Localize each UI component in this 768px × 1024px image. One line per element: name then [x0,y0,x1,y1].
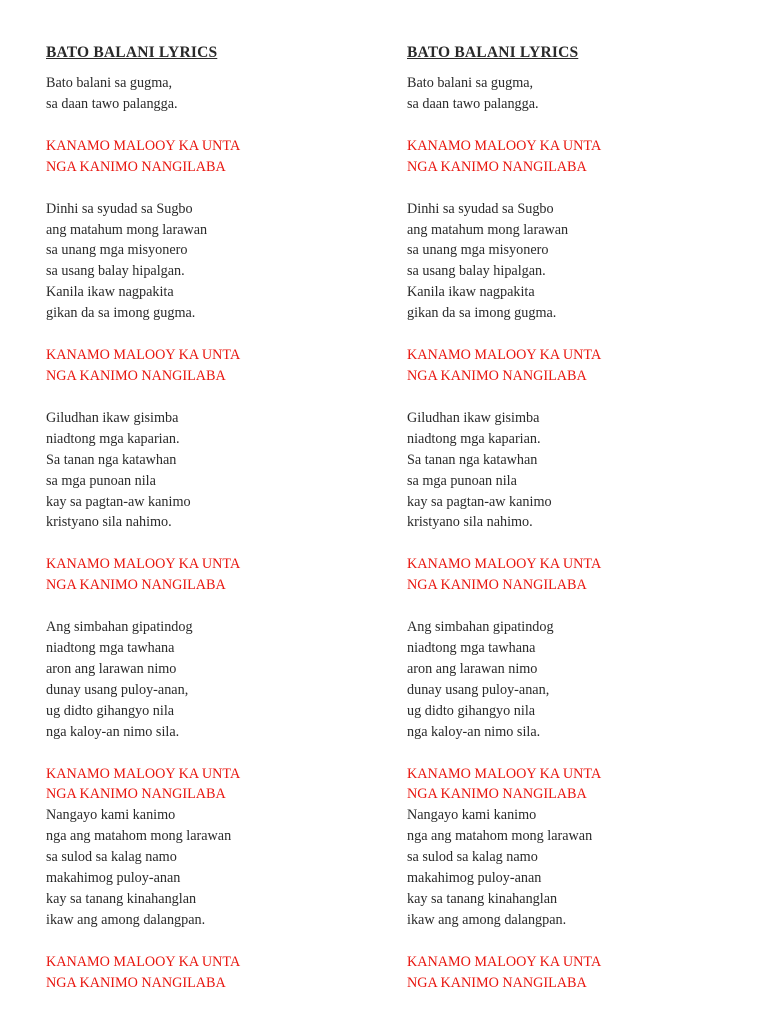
verse-line: nga ang matahom mong larawan [407,828,593,845]
verse-line: Giludhan ikaw gisimba [407,409,540,426]
verse-line: Kanila ikaw nagpakita [46,284,174,301]
refrain-line: NGA KANIMO NANGILABA [46,367,226,384]
verse-line: Sa tanan nga katawhan [407,451,538,468]
verse-line: niadtong mga kaparian. [46,430,180,447]
verse-stanza [407,408,747,533]
verse-line: niadtong mga tawhana [46,640,175,657]
refrain-line: KANAMO MALOOY KA UNTA [46,347,241,364]
verse-line: Sa tanan nga katawhan [46,451,177,468]
verse-line: Giludhan ikaw gisimba [46,409,179,426]
verse-line: Bato balani sa gugma, [407,75,534,91]
refrain-line: KANAMO MALOOY KA UNTA [407,137,602,154]
refrain-line: NGA KANIMO NANGILABA [407,158,587,175]
verse-line: nga kaloy-an nimo sila. [46,723,180,740]
lyrics-column-right [407,42,747,1015]
refrain-line: NGA KANIMO NANGILABA [46,577,226,594]
verse-line: makahimog puloy-anan [407,870,542,887]
verse-line: Ang simbahan gipatindog [407,619,554,636]
verse-line: kristyano sila nahimo. [46,514,172,531]
verse-line: niadtong mga kaparian. [407,430,541,447]
verse-line: sa unang mga misyonero [46,242,188,259]
refrain-line: KANAMO MALOOY KA UNTA [46,137,241,154]
lyrics-title: BATO BALANI LYRICS [407,44,579,61]
verse-line: ug didto gihangyo nila [46,702,175,719]
verse-line: dunay usang puloy-anan, [407,681,550,698]
verse-stanza [46,805,386,930]
verse-line: dunay usang puloy-anan, [46,681,189,698]
verse-line: ikaw ang among dalangpan. [407,911,567,928]
verse-stanza [407,805,747,930]
refrain-stanza [46,554,386,596]
refrain-line: KANAMO MALOOY KA UNTA [46,556,241,573]
verse-line: Dinhi sa syudad sa Sugbo [46,200,193,217]
verse-stanza [407,617,747,742]
verse-line: Kanila ikaw nagpakita [407,284,535,301]
verse-line: ang matahum mong larawan [46,221,208,238]
refrain-stanza [407,764,747,806]
verse-line: sa sulod sa kalag namo [407,849,538,866]
refrain-line: KANAMO MALOOY KA UNTA [407,953,602,970]
verse-line: aron ang larawan nimo [407,660,538,677]
refrain-line: NGA KANIMO NANGILABA [407,786,587,803]
refrain-line: NGA KANIMO NANGILABA [407,577,587,594]
refrain-line: KANAMO MALOOY KA UNTA [407,556,602,573]
verse-line: sa mga punoan nila [46,472,156,489]
verse-line: ang matahum mong larawan [407,221,569,238]
verse-line: kay sa tanang kinahanglan [46,891,197,907]
lyrics-title: BATO BALANI LYRICS [46,44,218,61]
verse-stanza [46,73,386,115]
verse-stanza [46,199,386,324]
refrain-line: KANAMO MALOOY KA UNTA [46,953,241,970]
refrain-line: KANAMO MALOOY KA UNTA [407,765,602,782]
refrain-stanza [407,554,747,596]
verse-line: ug didto gihangyo nila [407,702,536,719]
verse-line: sa daan tawo palangga. [407,95,539,112]
verse-line: gikan da sa imong gugma. [46,305,196,322]
refrain-line: NGA KANIMO NANGILABA [46,974,226,991]
verse-stanza [407,73,747,115]
refrain-line: NGA KANIMO NANGILABA [46,786,226,803]
verse-line: Nangayo kami kanimo [46,807,176,824]
verse-line: Dinhi sa syudad sa Sugbo [407,200,554,217]
verse-line: Bato balani sa gugma, [46,75,173,91]
verse-line: gikan da sa imong gugma. [407,305,557,322]
verse-line: kay sa pagtan-aw kanimo [46,493,191,510]
verse-line: aron ang larawan nimo [46,660,177,677]
verse-stanza [46,617,386,742]
verse-line: Nangayo kami kanimo [407,807,537,824]
verse-line: sa daan tawo palangga. [46,95,178,112]
refrain-stanza [407,345,747,387]
verse-stanza [46,408,386,533]
verse-line: sa usang balay hipalgan. [407,263,546,280]
refrain-stanza [46,136,386,178]
refrain-stanza [46,345,386,387]
verse-line: kay sa pagtan-aw kanimo [407,493,552,510]
refrain-line: NGA KANIMO NANGILABA [407,367,587,384]
lyrics-body [407,73,747,994]
refrain-stanza [407,952,747,994]
verse-line: ikaw ang among dalangpan. [46,911,206,928]
verse-line: makahimog puloy-anan [46,870,181,887]
refrain-line: NGA KANIMO NANGILABA [46,158,226,175]
verse-line: sa unang mga misyonero [407,242,549,259]
lyrics-column-left [46,42,386,1015]
verse-stanza [407,199,747,324]
verse-line: nga kaloy-an nimo sila. [407,723,541,740]
verse-line: sa mga punoan nila [407,472,517,489]
verse-line: niadtong mga tawhana [407,640,536,657]
verse-line: kristyano sila nahimo. [407,514,533,531]
verse-line: kay sa tanang kinahanglan [407,891,558,907]
lyrics-body [46,73,386,994]
refrain-stanza [46,952,386,994]
refrain-stanza [407,136,747,178]
refrain-line: NGA KANIMO NANGILABA [407,974,587,991]
verse-line: sa usang balay hipalgan. [46,263,185,280]
verse-line: sa sulod sa kalag namo [46,849,177,866]
verse-line: Ang simbahan gipatindog [46,619,193,636]
refrain-stanza [46,764,386,806]
refrain-line: KANAMO MALOOY KA UNTA [407,347,602,364]
refrain-line: KANAMO MALOOY KA UNTA [46,765,241,782]
verse-line: nga ang matahom mong larawan [46,828,232,845]
